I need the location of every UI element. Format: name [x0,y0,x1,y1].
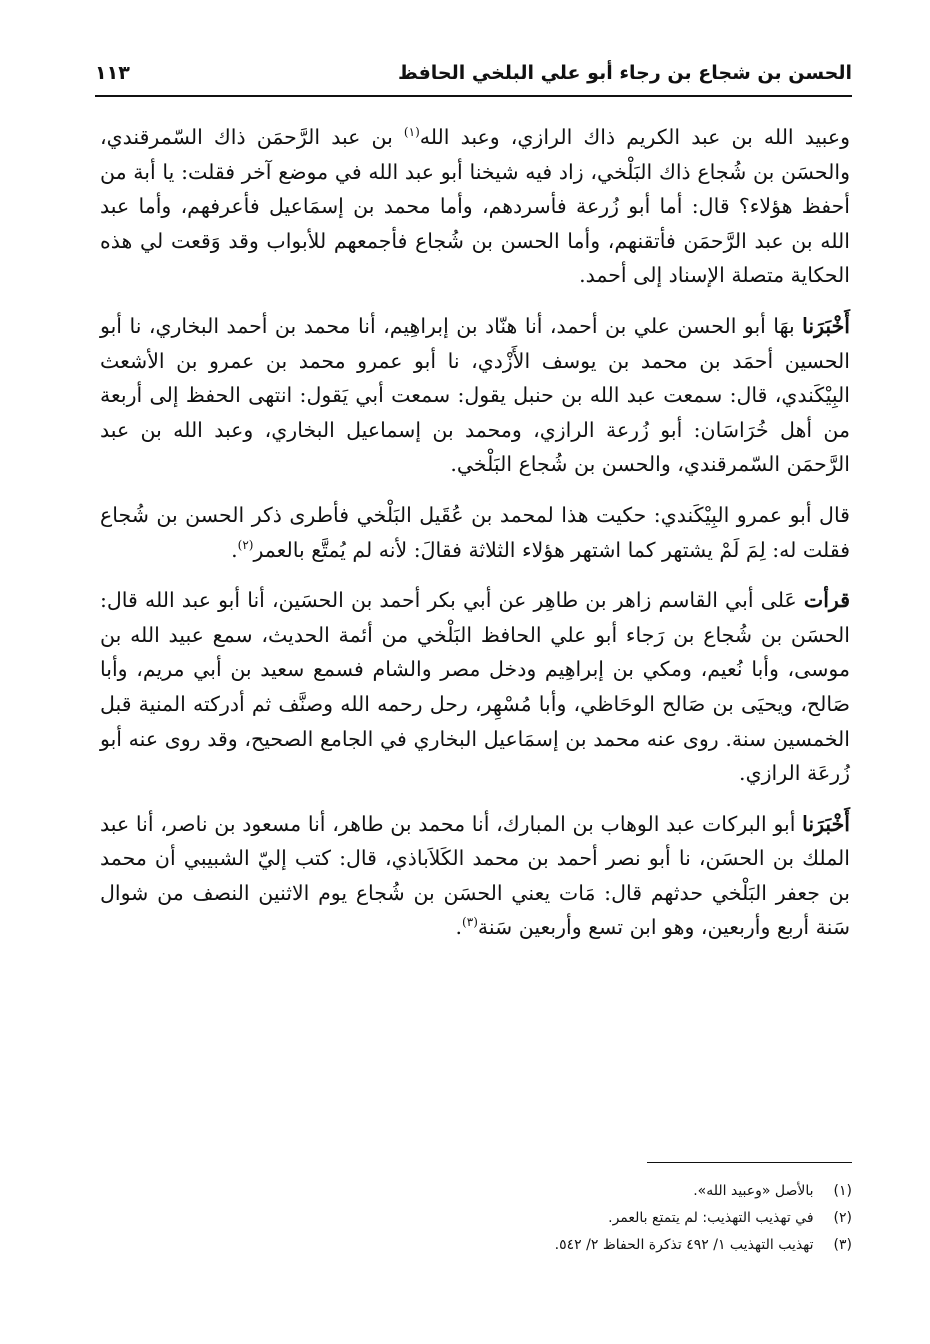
paragraph-text: بهَا أبو الحسن علي بن أحمد، أنا هنّاد بن إبراهِيم، أنا محمد بن أحمد البخاري، نا أبو الحسين أحمَد بن محمد بن يوسف الأَزْدي، نا أبو عمرو محمد بن عمرو بن الأشعث البِيْكَندي، قال: سمعت عبد الله بن حنبل يقول: سمعت أبي يَقول: انتهى الحفظ إلى أربعة من أهل خُرَاسَان: أبو زُرعة الرازي، ومحمد بن إسماعيل البخاري، وعبد الله بن عبد الرَّحمَن السّمرقندي، والحسن بن شُجاع البَلْخي. [100,313,850,477]
main-text [100,120,850,945]
footnote-ref-3: (٣) [462,915,478,930]
paragraph-5 [100,807,850,945]
paragraph-text: قال أبو عمرو البِيْكَندي: حكيت هذا لمحمد بن عُقَيل البَلْخي فأطرى ذكر الحسن بن شُجاع فقلت له: لِمَ لَمْ يشتهر كما اشتهر هؤلاء الثلاثة فقالَ: لأنه لم يُمتَّع بالعمر [100,502,850,562]
paragraph-text: أبو البركات عبد الوهاب بن المبارك، أنا محمد بن طاهر، أنا مسعود بن ناصر، أنا عبد الملك بن الحسَن، نا أبو نصر أحمد بن محمد الكَلاَباذي، قال: كتب إليّ الشبيبي أن محمد بن جعفر البَلْخي حدثهم قال: مَات يعني الحسَن بن شُجاع يوم الاثنين النصف من شوال سَنة أربع وأربعين، وهو ابن تسع وأربعين سَنة [100,811,850,940]
running-title: الحسن بن شجاع بن رجاء أبو علي البلخي الحافظ [398,62,852,84]
footnote-text: تهذيب التهذيب ١/ ٤٩٢ تذكرة الحفاظ ٢/ ٥٤٢. [554,1237,814,1253]
paragraph-text: روى عنه محمد بن إسمَاعيل البخاري في الجامع الصحيح، وقد روى عنه أبو زُرعَة الرازي. [100,726,850,786]
footnote-text: في تهذيب التهذيب: لم يتمتع بالعمر. [608,1210,814,1226]
paragraph-end: . [455,915,463,940]
footnote-3 [92,1232,852,1259]
paragraph-lead-word: أَخْبَرَنا [802,811,850,836]
footnote-text: بالأصل «وعبيد الله». [693,1183,814,1199]
paragraph-3 [100,498,850,567]
paragraph-text: بن عبد الرَّحمَن ذاك السّمرقندي، والحسَن بن شُجاع ذاك البَلْخي، زاد فيه شيخنا أبو عبد الله في موضع آخر فقلت: يا أبة من أحفظ هؤلاء؟ قال: أما أبو زُرعة فأسردهم، وأما محمد بن إسمَاعيل فأعرفهم، وأما عبد الله بن عبد الرَّحمَن فأتقنهم، وأما الحسن بن شُجاع فأجمعهم للأبواب وقد وَقعت لي هذه الحكاية متصلة الإسناد إلى أحمد. [100,125,850,288]
header-divider [95,95,852,97]
paragraph-text: عَلى أبي القاسم زاهر بن طاهِر عن أبي بكر أحمد بن الحسَين، أنا أبو عبد الله قال: الحسَن بن شُجاع بن رَجاء أبو علي الحافظ البَلْخي من أئمة الحديث، سمع عبيد الله بن موسى، وأبا نُعيم، ومكي بن إبراهِيم ودخل مصر والشام فسمع سعيد بن أبي مريم، وأبا صَالح، ويحيَى بن صَالح الوحَاظي، وأبا مُسْهِر، رحل رحمه الله وصنَّف ثم أدركته المنية قبل الخمسين سنة. [100,588,850,751]
paragraph-1 [100,120,850,293]
paragraph-lead-word: قرأت [803,588,850,613]
footnotes [92,1178,852,1259]
footnote-2 [92,1205,852,1232]
paragraph-end: . [231,537,238,562]
footnote-1 [92,1178,852,1205]
page-number: ١١٣ [95,62,130,84]
footnote-number: (١) [833,1183,852,1199]
footnote-number: (٣) [833,1237,852,1253]
footnote-ref-1: (١) [403,125,420,140]
page-header [95,58,852,92]
paragraph-4 [100,583,850,791]
paragraph-text: وعبيد الله بن عبد الكريم ذاك الرازي، وعبد الله [419,125,850,149]
footnote-number: (٢) [833,1210,852,1226]
paragraph-2 [100,309,850,482]
footnote-divider [647,1162,852,1163]
footnote-ref-2: (٢) [237,537,254,552]
paragraph-lead-word: أَخْبَرَنا [802,313,850,338]
